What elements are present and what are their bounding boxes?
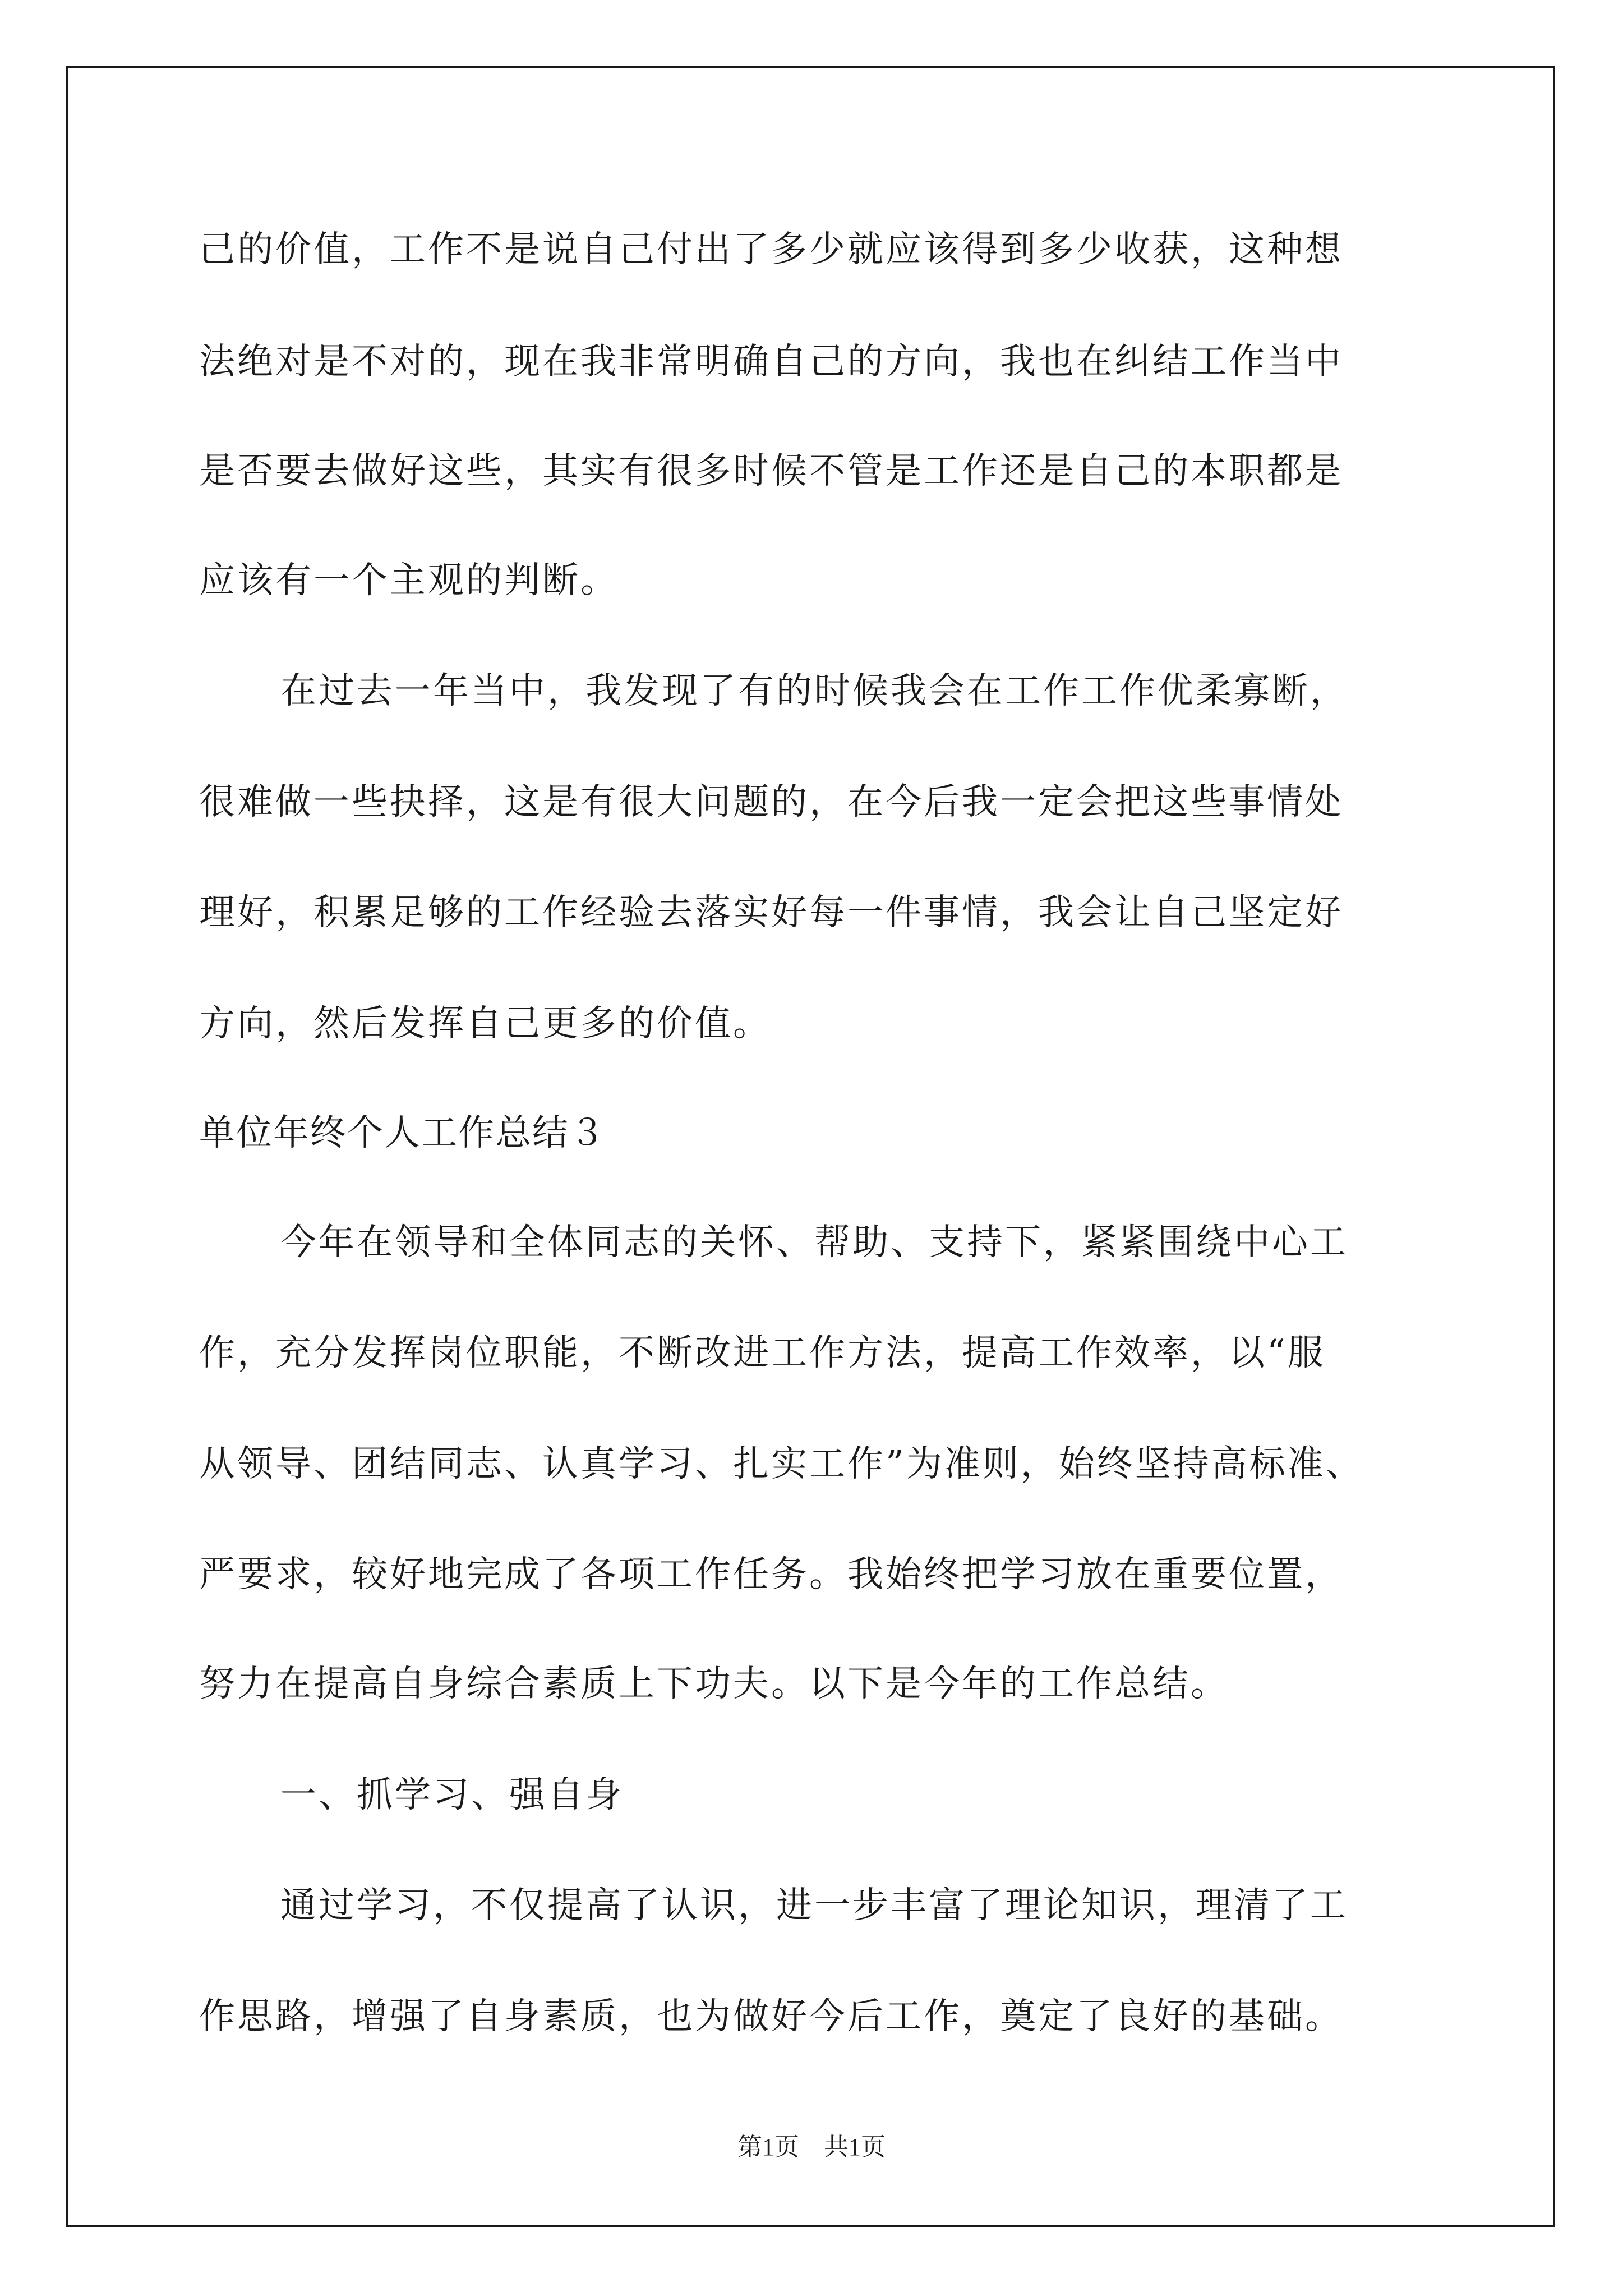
body-text-line: 作思路，增强了自身素质，也为做好今后工作，奠定了良好的基础。 <box>199 1996 1343 2037</box>
body-text-line: 作，充分发挥岗位职能，不断改进工作方法，提高工作效率，以“服 <box>199 1332 1326 1374</box>
body-text-line: 己的价值，工作不是说自己付出了多少就应该得到多少收获，这种想 <box>199 229 1343 270</box>
body-text-line: 努力在提高自身综合素质上下功夫。以下是今年的工作总结。 <box>199 1663 1229 1705</box>
page-number-footer: 第1页 共1页 <box>737 2133 886 2161</box>
body-text-line: 是否要去做好这些，其实有很多时候不管是工作还是自己的本职都是 <box>199 450 1343 492</box>
paragraph-first-line: 在过去一年当中，我发现了有的时候我会在工作工作优柔寡断， <box>280 670 1348 712</box>
body-text-line: 从领导、团结同志、认真学习、扎实工作”为准则，始终坚持高标准、 <box>199 1443 1364 1485</box>
subsection-heading: 一、抓学习、强自身 <box>280 1774 624 1816</box>
body-text-line: 很难做一些抉择，这是有很大问题的，在今后我一定会把这些事情处 <box>199 781 1343 823</box>
body-text-line: 方向，然后发挥自己更多的价值。 <box>199 1003 771 1045</box>
body-text-line: 法绝对是不对的，现在我非常明确自己的方向，我也在纠结工作当中 <box>199 341 1343 383</box>
paragraph-first-line: 通过学习，不仅提高了认识，进一步丰富了理论知识，理清了工 <box>280 1885 1348 1926</box>
section-title: 单位年终个人工作总结３ <box>199 1112 606 1154</box>
body-text-line: 应该有一个主观的判断。 <box>199 560 619 601</box>
paragraph-first-line: 今年在领导和全体同志的关怀、帮助、支持下，紧紧围绕中心工 <box>280 1222 1348 1263</box>
body-text-line: 严要求，较好地完成了各项工作任务。我始终把学习放在重要位置， <box>199 1554 1343 1595</box>
body-text-line: 理好，积累足够的工作经验去落实好每一件事情，我会让自己坚定好 <box>199 892 1343 933</box>
